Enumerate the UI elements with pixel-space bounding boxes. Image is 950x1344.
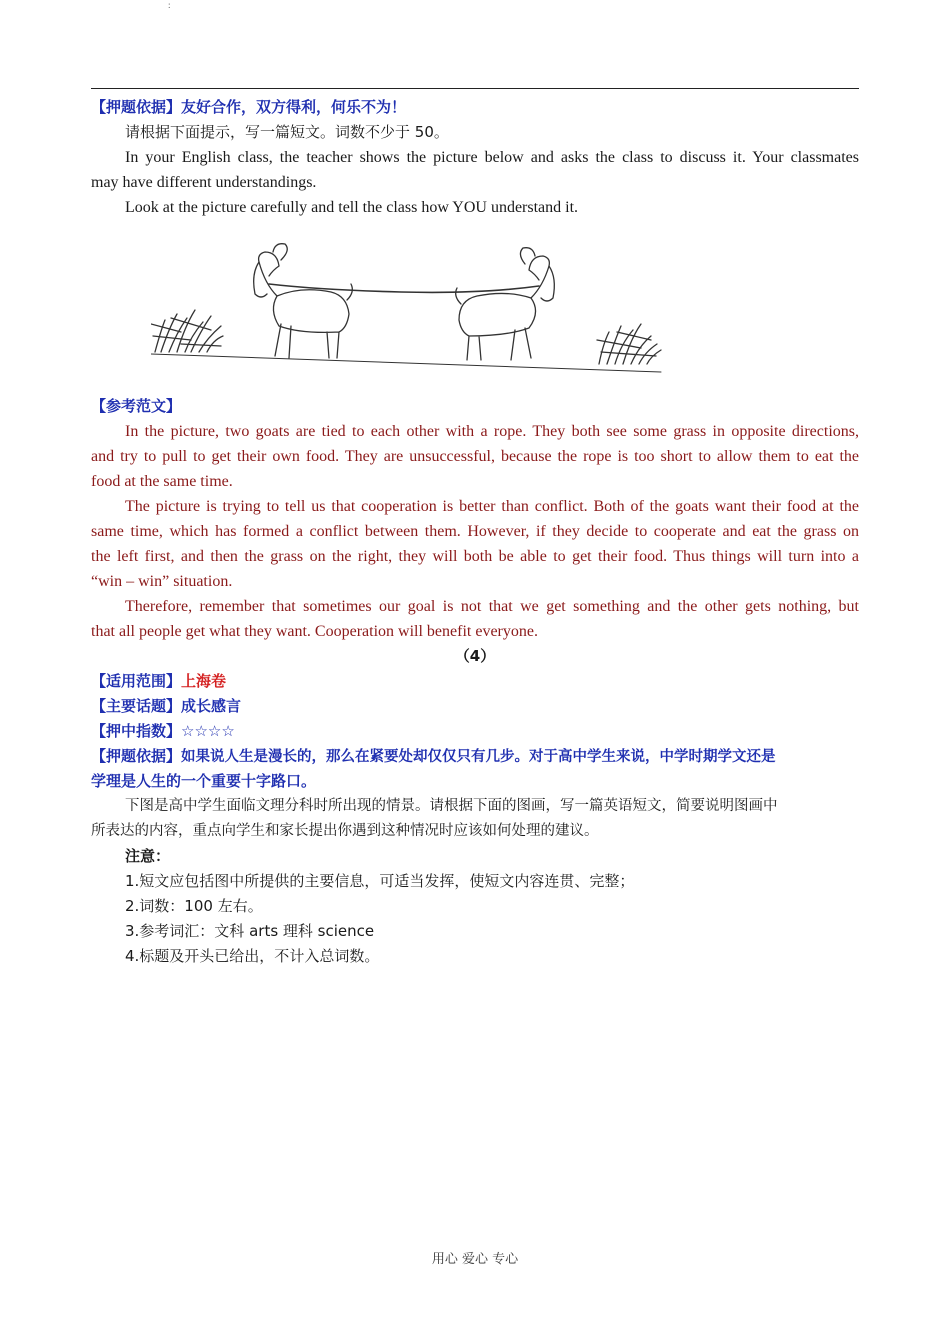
index-line: 【押中指数】☆☆☆☆ <box>91 722 235 740</box>
goats-illustration <box>151 240 671 380</box>
left-grass-icon <box>151 310 223 352</box>
top-mark: : <box>168 0 171 10</box>
basis4-line-2: 学理是人生的一个重要十字路口。 <box>91 772 317 790</box>
essay-p1-line-3: food at the same time. <box>91 473 233 490</box>
note-label: 注意： <box>125 847 171 865</box>
basis4-line-1: 【押题依据】如果说人生是漫长的，那么在紧要处却仅仅只有几步。对于高中学生来说，中学时期学文还是 <box>91 747 776 765</box>
section-number: （4） <box>454 647 496 665</box>
note-4: 4.标题及开头已给出，不计入总词数。 <box>125 947 380 965</box>
prompt-en-2: Look at the picture carefully and tell the class how YOU understand it. <box>125 199 579 216</box>
index-stars: ☆☆☆☆ <box>181 722 235 740</box>
rope-icon <box>269 284 539 292</box>
right-goat-icon <box>456 248 555 360</box>
scope-value: 上海卷 <box>181 672 227 690</box>
header-rule <box>91 88 859 89</box>
page-footer: 用心 爱心 专心 <box>431 1252 519 1267</box>
sample-label: 【参考范文】 <box>91 397 182 415</box>
basis-text: 友好合作，双方得利，何乐不为！ <box>181 98 407 116</box>
basis-label: 【押题依据】 <box>91 98 182 116</box>
essay-p1-line-2: and try to pull to get their own food. They are unsuccessful, because the rope is too short to allow them to eat the <box>91 448 859 465</box>
prompt4-line-1: 下图是高中学生面临文理分科时所出现的情景。请根据下面的图画，写一篇英语短文，简要说明图画中 <box>125 798 778 814</box>
essay-p3-line-1: Therefore, remember that sometimes our goal is not that we get something and the other gets nothing, but <box>125 598 859 615</box>
prompt-cn: 请根据下面提示，写一篇短文。词数不少于 50。 <box>125 123 449 141</box>
prompt-en-1a: In your English class, the teacher shows the picture below and asks the class to discuss it. Your classmates <box>125 149 859 166</box>
note-2: 2.词数：100 左右。 <box>125 897 263 915</box>
essay-p2-line-2: same time, which has formed a conflict between them. However, if they decide to cooperate and eat the grass on <box>91 523 859 540</box>
essay-p3-line-2: that all people get what they want. Cooperation will benefit everyone. <box>91 623 538 640</box>
scope-line: 【适用范围】上海卷 <box>91 672 227 690</box>
note-1: 1.短文应包括图中所提供的主要信息，可适当发挥，使短文内容连贯、完整； <box>125 872 635 890</box>
prompt4-line-2: 所表达的内容，重点向学生和家长提出你遇到这种情况时应该如何处理的建议。 <box>91 823 599 839</box>
left-goat-icon <box>254 244 353 358</box>
prompt-en-1b: may have different understandings. <box>91 174 317 191</box>
essay-p2-line-3: the left first, and then the grass on the right, they will both be able to get their food. Thus things will turn into a <box>91 548 859 565</box>
topic-value: 成长感言 <box>181 697 242 715</box>
right-grass-icon <box>597 324 661 364</box>
topic-line: 【主要话题】成长感言 <box>91 697 242 715</box>
essay-p1-line-1: In the picture, two goats are tied to each other with a rope. They both see some grass in opposite directions, <box>125 423 859 440</box>
essay-p2-line-1: The picture is trying to tell us that cooperation is better than conflict. Both of the goats want their food at the <box>125 498 859 515</box>
basis-line <box>91 95 859 120</box>
essay-p2-line-4: “win – win” situation. <box>91 573 233 590</box>
note-3: 3.参考词汇：文科 arts 理科 science <box>125 922 375 940</box>
